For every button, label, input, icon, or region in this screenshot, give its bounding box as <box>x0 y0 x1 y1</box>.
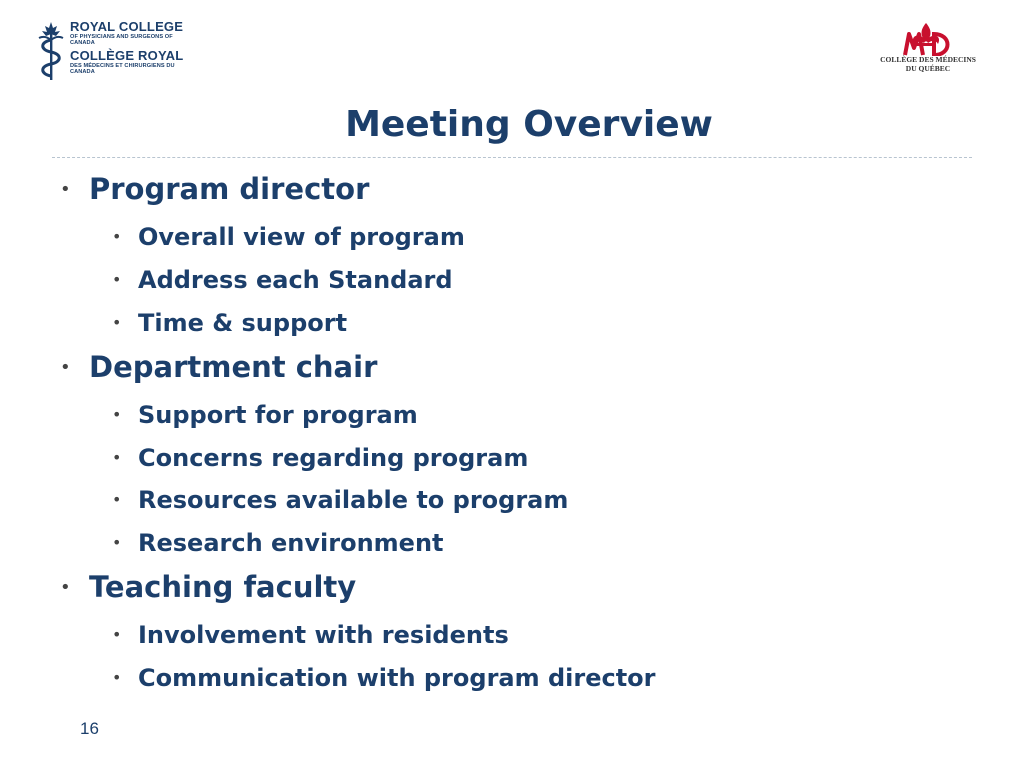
fleur-de-lis-md-icon <box>900 22 956 56</box>
bullet-program-director <box>60 172 369 206</box>
bullet-dot: • <box>112 533 122 552</box>
cmq-line-1: COLLÈGE DES MÉDECINS <box>880 55 976 64</box>
sub-bullet <box>112 529 444 557</box>
slide-title: Meeting Overview <box>345 104 713 145</box>
sub-bullet <box>112 621 509 649</box>
sub-bullet-text: Resources available to program <box>138 486 569 514</box>
sub-bullet-text: Overall view of program <box>138 223 465 251</box>
bullet-dot: • <box>112 313 122 332</box>
caduceus-maple-leaf-icon <box>36 20 66 82</box>
bullet-dot: • <box>112 668 122 687</box>
royal-college-logo <box>36 20 196 82</box>
bullet-dot: • <box>112 270 122 289</box>
bullet-dot: • <box>60 577 71 598</box>
bullet-dot: • <box>60 179 71 200</box>
rc-line-3: COLLÈGE ROYAL <box>70 48 184 64</box>
rc-line-4: DES MÉDECINS ET CHIRURGIENS DU CANADA <box>70 63 175 75</box>
cmq-logo <box>868 22 988 82</box>
bullet-text: Department chair <box>89 350 378 384</box>
sub-bullet-text: Time & support <box>138 309 348 337</box>
bullet-department-chair <box>60 350 377 384</box>
bullet-dot: • <box>112 405 122 424</box>
bullet-teaching-faculty <box>60 570 356 604</box>
rc-line-2: OF PHYSICIANS AND SURGEONS OF CANADA <box>70 34 173 46</box>
sub-bullet-text: Concerns regarding program <box>138 444 529 472</box>
sub-bullet <box>112 401 418 429</box>
sub-bullet-text: Support for program <box>138 401 418 429</box>
sub-bullet-text: Research environment <box>138 529 444 557</box>
bullet-dot: • <box>112 448 122 467</box>
bullet-text: Program director <box>89 172 370 206</box>
sub-bullet <box>112 444 528 472</box>
sub-bullet-text: Communication with program director <box>138 664 656 692</box>
bullet-dot: • <box>112 227 122 246</box>
sub-bullet <box>112 486 568 514</box>
cmq-line-2: DU QUÉBEC <box>905 63 951 73</box>
bullet-text: Teaching faculty <box>89 570 357 604</box>
sub-bullet <box>112 309 347 337</box>
title-divider <box>52 157 972 158</box>
rc-line-1: ROYAL COLLEGE <box>70 19 184 34</box>
sub-bullet <box>112 664 656 692</box>
sub-bullet <box>112 266 453 294</box>
bullet-dot: • <box>60 357 71 378</box>
bullet-dot: • <box>112 625 122 644</box>
sub-bullet-text: Address each Standard <box>138 266 453 294</box>
sub-bullet <box>112 223 465 251</box>
bullet-dot: • <box>112 490 122 509</box>
sub-bullet-text: Involvement with residents <box>138 621 509 649</box>
page-number: 16 <box>80 719 99 738</box>
